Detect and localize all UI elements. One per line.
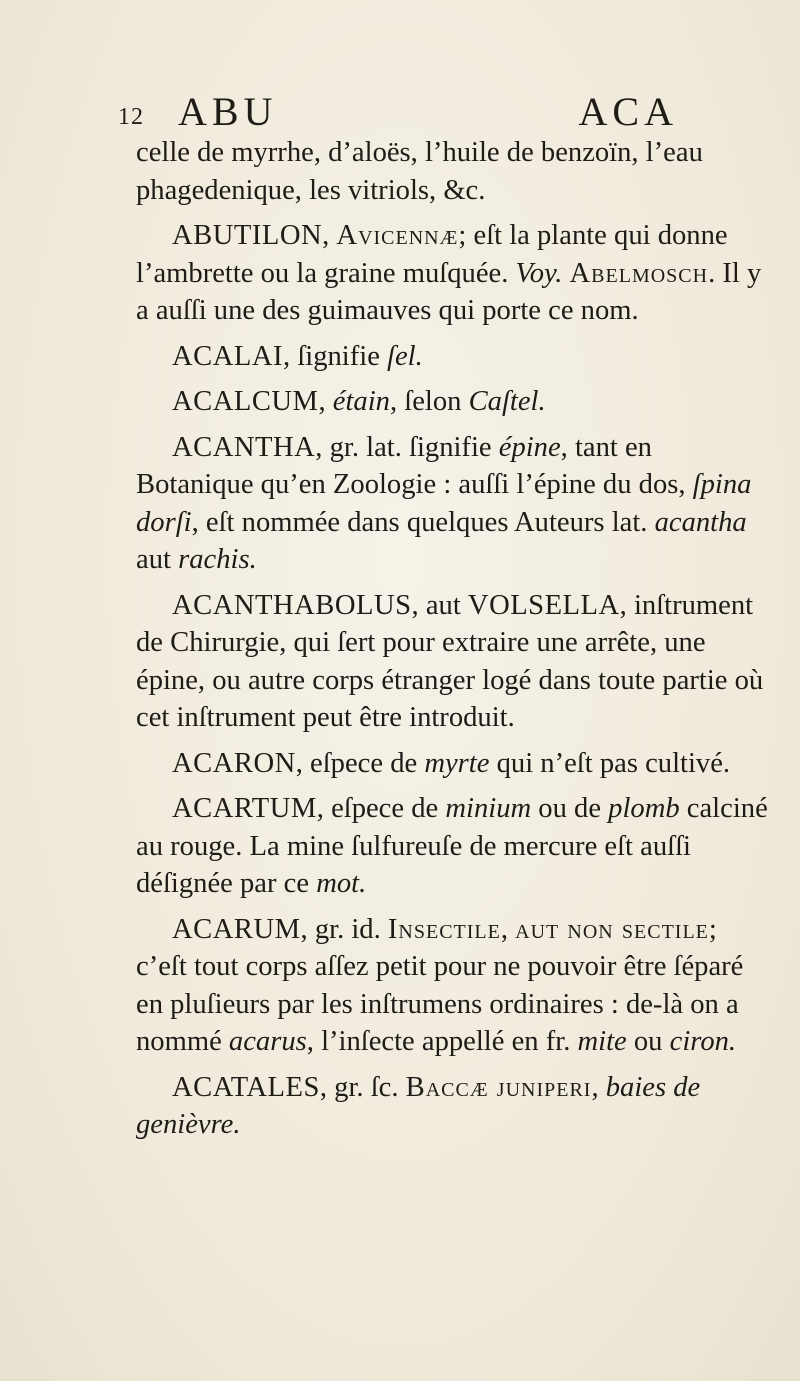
entry-text: ; eſt la plante qui donne l’ambrette ou la graine muſquée. (136, 220, 728, 289)
entry-text: , ſelon (389, 386, 469, 417)
small-caps-text: aut non sectile (515, 913, 709, 945)
italic-text: Voy. (515, 257, 563, 289)
entry-text: , (322, 220, 337, 251)
entry-headword: ACARTUM (172, 793, 317, 824)
entry-text: , tant en Botanique qu’en Zoologie : auſſi l’épine du dos, (136, 431, 693, 500)
entry-text: , eſpece de (295, 747, 425, 779)
entry-text: , l’inſecte appellé en fr. (306, 1026, 578, 1057)
small-caps-text: Avicennæ (336, 220, 459, 251)
italic-text: rachis. (178, 544, 257, 575)
entry-text: , gr. ſc. (319, 1071, 406, 1103)
small-caps-text: Abelmosch (569, 257, 709, 289)
entry-headword: ACATALES (172, 1071, 320, 1103)
entry-headword: ACARON (172, 747, 296, 779)
entry-text: qui n’eſt pas cultivé. (489, 747, 731, 779)
dictionary-entry (136, 338, 772, 376)
entry-text: , gr. id. (300, 913, 388, 945)
entry-headword: VOLSELLA (467, 589, 620, 621)
italic-text: ſpina dorſi (136, 469, 752, 538)
dictionary-entry (136, 745, 772, 783)
entry-text (562, 258, 569, 289)
italic-text: étain (332, 386, 390, 417)
italic-text: baies de genièvre. (136, 1071, 701, 1140)
dictionary-entry (136, 1069, 772, 1144)
italic-text: mite (577, 1026, 627, 1057)
italic-text: épine (498, 431, 561, 463)
page-number: 12 (118, 104, 144, 130)
entry-text: , gr. lat. ſignifie (315, 431, 499, 463)
entry-text: ou (626, 1026, 670, 1057)
italic-text: myrte (424, 747, 490, 779)
entry-text: , ſignifie (283, 340, 388, 372)
entry-text: calciné au rouge. La mine ſulfureuſe de mercure eſt auſſi déſignée par ce (136, 793, 768, 899)
small-caps-text: Insectile (387, 913, 501, 945)
italic-text: ciron. (669, 1026, 737, 1057)
entry-headword: ABUTILON (172, 220, 323, 251)
italic-text: acarus (228, 1026, 307, 1057)
entry-text: , eſt nommée dans quelques Auteurs lat. (191, 506, 655, 538)
entry-text: ; c’eſt tout corps aſſez petit pour ne pouvoir être ſéparé en pluſieurs par les inſtrumens ordinaires : de-là on a nommé (136, 913, 744, 1057)
italic-text: ſel. (387, 340, 423, 372)
entry-text: . Il y a auſſi une des guimauves qui porte ce nom. (136, 257, 762, 326)
entry-text: aut (136, 544, 179, 575)
entry-headword: ACANTHABOLUS (172, 589, 412, 621)
entry-headword: ACANTHA (172, 431, 316, 463)
italic-text: minium (445, 793, 532, 824)
entry-text: ou de (531, 793, 609, 824)
dictionary-entry (136, 217, 772, 330)
dictionary-entry (136, 911, 772, 1061)
italic-text: mot. (316, 868, 367, 899)
entry-text: , (318, 386, 333, 417)
small-caps-text: Baccæ juniperi (405, 1071, 592, 1103)
dictionary-entries (136, 134, 772, 1152)
italic-text: plomb (608, 793, 680, 824)
entry-text: celle de myrrhe, d’aloës, l’huile de benzoïn, l’eau phagedenique, les vitriols, &c. (136, 137, 703, 206)
header-left-word: ABU (178, 89, 278, 134)
entry-headword: ACALCUM (172, 386, 319, 417)
entry-text: , (500, 913, 516, 945)
italic-text: Caſtel. (468, 386, 546, 417)
dictionary-entry (136, 587, 772, 737)
entry-text: , inſtrument de Chirurgie, qui ſert pour extraire une arrête, une épine, ou autre corps étranger logé dans toute partie où cet inſtrument peut être introduit. (136, 589, 764, 733)
dictionary-entry (136, 429, 772, 579)
entry-text: , aut (411, 589, 468, 621)
dictionary-entry (136, 134, 772, 209)
entry-headword: ACALAI (172, 340, 284, 372)
dictionary-entry (136, 790, 772, 903)
entry-headword: ACARUM (172, 913, 301, 945)
dictionary-entry (136, 383, 772, 421)
header-right-word: ACA (578, 89, 678, 134)
italic-text: acantha (654, 506, 747, 538)
entry-text: , eſpece de (316, 793, 446, 824)
entry-text: , (591, 1071, 606, 1103)
